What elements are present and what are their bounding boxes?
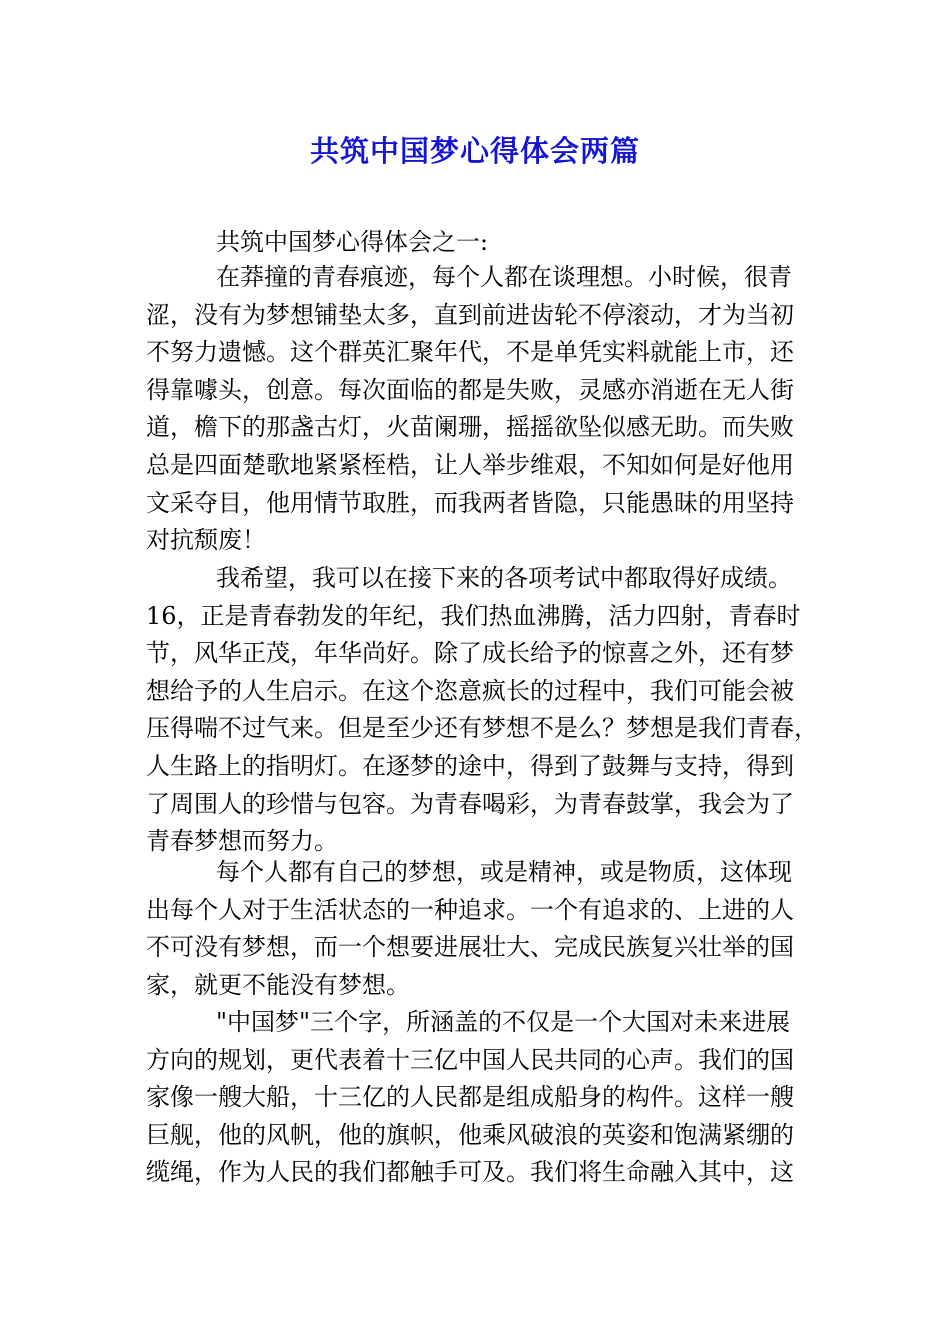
paragraph-line: 了周围人的珍惜与包容。为青春喝彩，为青春鼓掌，我会为了 bbox=[146, 789, 794, 818]
paragraph-line: 道，檐下的那盏古灯，火苗阑珊，摇摇欲坠似感无助。而失败 bbox=[146, 413, 794, 442]
paragraph-line: 节，风华正茂，年华尚好。除了成长给予的惊喜之外，还有梦 bbox=[146, 639, 794, 668]
paragraph-line: 得靠噱头，创意。每次面临的都是失败，灵感亦消逝在无人街 bbox=[146, 375, 794, 404]
paragraph-line: 压得喘不过气来。但是至少还有梦想不是么？梦想是我们青春， bbox=[146, 714, 818, 743]
paragraph-line: 人生路上的指明灯。在逐梦的途中，得到了鼓舞与支持，得到 bbox=[146, 751, 794, 780]
paragraph-4 bbox=[146, 1004, 796, 1192]
paragraph-line: 方向的规划，更代表着十三亿中国人民共同的心声。我们的国 bbox=[146, 1045, 794, 1074]
paragraph-line: 我希望，我可以在接下来的各项考试中都取得好成绩。 bbox=[216, 564, 792, 592]
paragraph-line: 出每个人对于生活状态的一种追求。一个有追求的、上进的人 bbox=[146, 895, 794, 924]
paragraph-line: 青春梦想而努力。 bbox=[146, 827, 338, 856]
paragraph-line: "中国梦"三个字，所涵盖的不仅是一个大国对未来进展 bbox=[216, 1008, 791, 1036]
paragraph-line: 文采夺目，他用情节取胜，而我两者皆隐，只能愚昧的用坚持 bbox=[146, 488, 794, 517]
paragraph-line: 对抗颓废！ bbox=[146, 526, 266, 555]
document-title: 共筑中国梦心得体会两篇 bbox=[309, 134, 640, 168]
paragraph-line: 每个人都有自己的梦想，或是精神，或是物质，这体现 bbox=[216, 858, 792, 886]
paragraph-line: 16，正是青春勃发的年纪，我们热血沸腾，活力四射，青春时 bbox=[146, 601, 801, 630]
paragraph-line: 在莽撞的青春痕迹，每个人都在谈理想。小时候，很青 bbox=[216, 263, 792, 291]
paragraph-line: 总是四面楚歌地紧紧桎梏，让人举步维艰，不知如何是好他用 bbox=[146, 450, 794, 479]
paragraph-line: 不努力遗憾。这个群英汇聚年代，不是单凭实料就能上市，还 bbox=[146, 338, 794, 367]
paragraph-3 bbox=[146, 854, 796, 1004]
paragraph-line: 涩，没有为梦想铺垫太多，直到前进齿轮不停滚动，才为当初 bbox=[146, 300, 794, 329]
paragraph-line: 想给予的人生启示。在这个恣意疯长的过程中，我们可能会被 bbox=[146, 676, 794, 705]
paragraph-2 bbox=[146, 560, 818, 861]
paragraph-line: 不可没有梦想，而一个想要进展壮大、完成民族复兴壮举的国 bbox=[146, 933, 794, 962]
paragraph-line: 巨舰，他的风帆，他的旗帜，他乘风破浪的英姿和饱满紧绷的 bbox=[146, 1120, 794, 1149]
paragraph-line: 缆绳，作为人民的我们都触手可及。我们将生命融入其中，这 bbox=[146, 1158, 794, 1187]
paragraph-line: 家，就更不能没有梦想。 bbox=[146, 970, 410, 999]
section-heading: 共筑中国梦心得体会之一: bbox=[216, 228, 489, 256]
paragraph-line: 家像一艘大船，十三亿的人民都是组成船身的构件。这样一艘 bbox=[146, 1083, 794, 1112]
paragraph-1 bbox=[146, 259, 796, 560]
